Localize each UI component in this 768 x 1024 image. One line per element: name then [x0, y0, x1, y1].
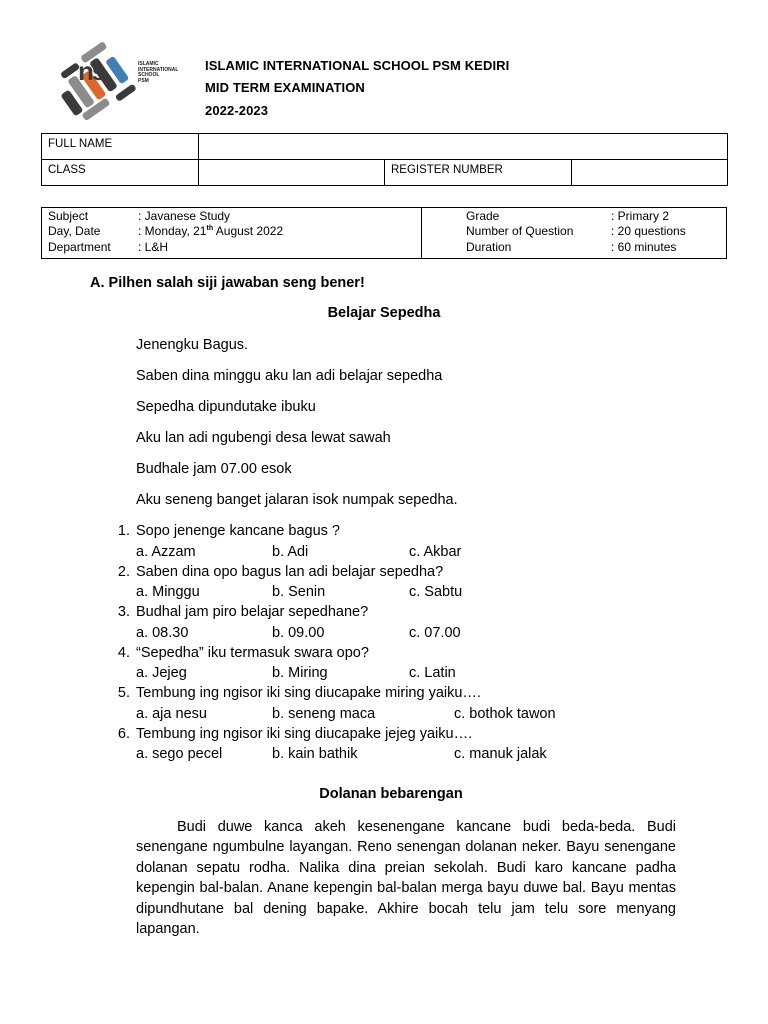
- school-name: ISLAMIC INTERNATIONAL SCHOOL PSM KEDIRI: [205, 58, 510, 73]
- department-label: Department: [48, 240, 111, 254]
- class-field[interactable]: [199, 160, 385, 186]
- question-number: 1.: [117, 523, 130, 539]
- question-text: Sopo jenenge kancane bagus ?: [136, 523, 340, 539]
- story-line: Sepedha dipundutake ibuku: [136, 399, 316, 415]
- logo-caption: [138, 62, 178, 84]
- option-a[interactable]: a. sego pecel: [136, 746, 223, 762]
- story2-paragraph: Budi duwe kanca akeh kesenengane kancane budi beda-beda. Budi senengane ngumbulne layangan. Reno senengan dolanan neker. Bayu senengane dolanan sepatu rodha. Nalika dina preian sekolah. Budi karo kancane padha kepengin bal-balan. Anane kepengin bal-balan merga bayu duwe bal. Bayu mentas dipundhutane bal dening bapake. Akhire bocah telu jam telu sore menyang lapangan.: [136, 819, 676, 938]
- grade-value: : Primary 2: [611, 209, 670, 223]
- question-number: 4.: [117, 645, 130, 661]
- logo-caption-line: ISLAMIC: [138, 61, 159, 67]
- story-line: Saben dina minggu aku lan adi belajar sepedha: [136, 368, 443, 384]
- date-value: [138, 224, 283, 239]
- option-b[interactable]: b. Miring: [272, 665, 328, 681]
- school-logo-mark: [52, 42, 142, 124]
- question-number: 2.: [117, 564, 130, 580]
- logo-caption-line: INTERNATIONAL: [138, 66, 179, 73]
- option-c[interactable]: c. bothok tawon: [454, 706, 556, 722]
- question-text: “Sepedha” iku termasuk swara opo?: [136, 645, 369, 661]
- question-text: Tembung ing ngisor iki sing diucapake miring yaiku….: [136, 685, 481, 701]
- exam-title: MID TERM EXAMINATION: [205, 80, 365, 95]
- option-a[interactable]: a. aja nesu: [136, 706, 207, 722]
- option-c[interactable]: c. Latin: [409, 665, 456, 681]
- option-a[interactable]: a. Minggu: [136, 584, 200, 600]
- subject-label: Subject: [48, 209, 89, 223]
- story-line: Budhale jam 07.00 esok: [136, 461, 292, 477]
- story-line: Jenengku Bagus.: [136, 337, 249, 353]
- logo-caption-line: SCHOOL: [138, 72, 160, 78]
- exam-info-box: [41, 207, 727, 259]
- academic-year: 2022-2023: [205, 103, 269, 118]
- register-number-field[interactable]: [572, 160, 728, 186]
- date-label: Day, Date: [48, 224, 101, 238]
- subject-value: : Javanese Study: [138, 209, 231, 223]
- option-a[interactable]: a. Azzam: [136, 544, 196, 560]
- school-logo: [52, 42, 192, 124]
- option-b[interactable]: b. seneng maca: [272, 706, 376, 722]
- question-text: Budhal jam piro belajar sepedhane?: [136, 604, 369, 620]
- option-c[interactable]: c. 07.00: [409, 625, 461, 641]
- question-count-value: : 20 questions: [611, 224, 686, 238]
- info-divider: [421, 207, 422, 259]
- question-number: 3.: [117, 604, 130, 620]
- duration-value: : 60 minutes: [611, 240, 677, 254]
- option-a[interactable]: a. Jejeg: [136, 665, 187, 681]
- full-name-label: FULL NAME: [42, 134, 199, 160]
- date-value-main: : Monday, 21: [138, 224, 207, 238]
- option-b[interactable]: b. Senin: [272, 584, 326, 600]
- question-text: Saben dina opo bagus lan adi belajar sepedha?: [136, 564, 444, 580]
- section-instruction: A. Pilhen salah siji jawaban seng bener!: [90, 275, 365, 291]
- question-number: 5.: [117, 685, 130, 701]
- grade-label: Grade: [466, 209, 500, 223]
- option-b[interactable]: b. Adi: [272, 544, 309, 560]
- question-number: 6.: [117, 726, 130, 742]
- option-a[interactable]: a. 08.30: [136, 625, 189, 641]
- question-count-label: Number of Question: [466, 224, 574, 238]
- option-c[interactable]: c. Akbar: [409, 544, 462, 560]
- date-ordinal: th: [206, 225, 214, 232]
- logo-caption-line: PSM: [138, 77, 149, 84]
- option-b[interactable]: b. kain bathik: [272, 746, 358, 762]
- question-text: Tembung ing ngisor iki sing diucapake jejeg yaiku….: [136, 726, 473, 742]
- full-name-field[interactable]: [199, 134, 728, 160]
- question-list: [0, 523, 768, 765]
- story2-title: Dolanan bebarengan: [319, 786, 463, 802]
- class-label: CLASS: [42, 160, 199, 186]
- student-identity-table: [41, 133, 728, 186]
- duration-label: Duration: [466, 240, 512, 254]
- department-value: : L&H: [138, 240, 169, 254]
- story-line: Aku lan adi ngubengi desa lewat sawah: [136, 430, 391, 446]
- option-c[interactable]: c. manuk jalak: [454, 746, 547, 762]
- option-b[interactable]: b. 09.00: [272, 625, 325, 641]
- option-c[interactable]: c. Sabtu: [409, 584, 463, 600]
- register-number-label: REGISTER NUMBER: [385, 160, 572, 186]
- svg-text:ns: ns: [78, 56, 105, 86]
- date-value-rest: August 2022: [213, 224, 284, 238]
- story-line: Aku seneng banget jalaran isok numpak sepedha.: [136, 492, 458, 508]
- story-title: Belajar Sepedha: [327, 305, 441, 321]
